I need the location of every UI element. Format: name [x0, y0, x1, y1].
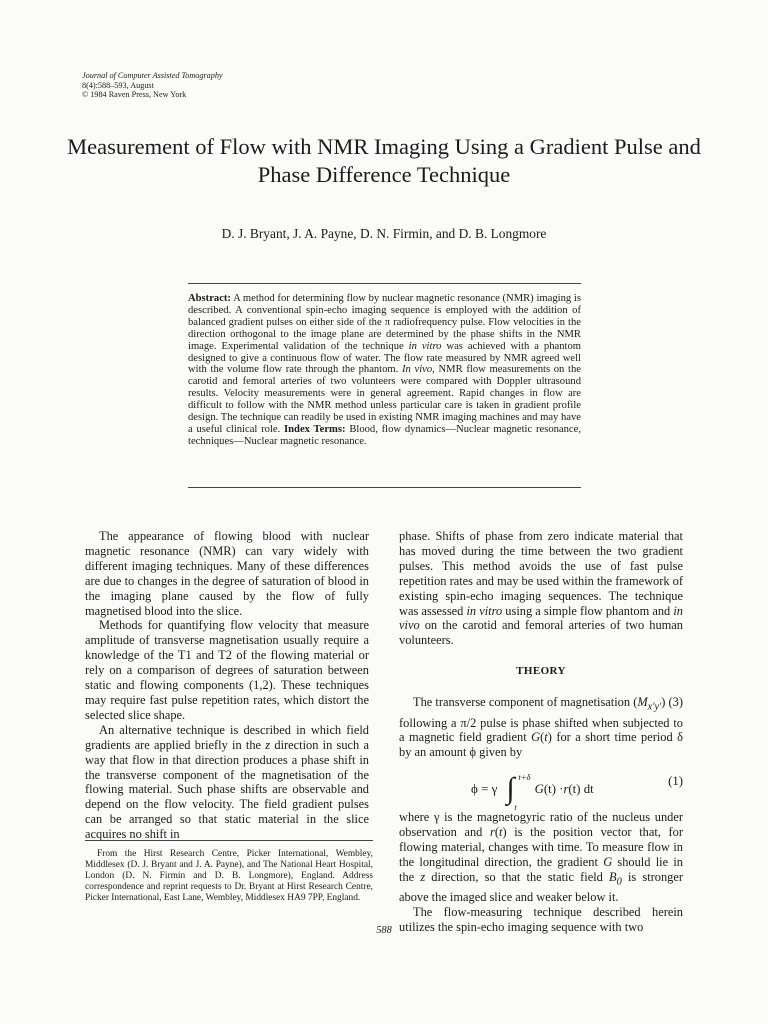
left-column — [85, 529, 369, 842]
footnote-rule — [85, 840, 373, 841]
italic-symbol: z — [420, 869, 426, 884]
equation-text: (t) dt — [568, 781, 594, 796]
integral-lower-limit: t — [514, 802, 517, 813]
paragraph: The appearance of flowing blood with nuclear magnetic resonance (NMR) can vary widely with different imaging techniques. Many of these differences are due to changes in the degree of saturation of blood in the imaging plane caused by the flow of fully magnetised blood into the slice. — [85, 529, 369, 618]
paragraph-text: is stronger above the imaged slice and weaker below it. — [399, 869, 683, 905]
abstract-emphasis-1: in vitro — [408, 340, 442, 352]
equation-text: (t) · — [543, 781, 564, 796]
paragraph — [399, 695, 683, 760]
abstract-emphasis-2: In vivo, — [402, 364, 435, 376]
italic-symbol: r — [490, 825, 495, 840]
author-list: D. J. Bryant, J. A. Payne, D. N. Firmin, and D. B. Longmore — [221, 226, 547, 241]
paragraph: The flow-measuring technique described herein utilizes the spin-echo imaging sequence with two — [399, 905, 683, 935]
abstract-text-1: A method for determining flow by nuclear magnetic resonance (NMR) imaging is described. A conventional spin-echo imaging sequence is employed with the addition of balanced gradient pulses on either side of the π radiofrequency pulse. Flow velocities in the direction orthogonal to the image plane are determined by the phase shifts in the NMR image. Experimental validation of the technique — [188, 293, 581, 352]
italic-symbol: z — [265, 737, 271, 752]
footnote: From the Hirst Research Centre, Picker International, Wembley, Middlesex (D. J. Bryant and J. A. Payne), and The National Heart Hospital, London (D. N. Firmin and D. B. Longmore), England. Address correspondence and reprint requests to Dr. Bryant at Hirst Research Centre, Picker International, East Lane, Wembley, Middlesex HA9 7PP, England. — [85, 849, 373, 904]
equation-symbol: G — [534, 781, 544, 796]
equation-number: (1) — [668, 774, 683, 789]
paragraph — [85, 723, 369, 842]
integral — [504, 772, 531, 813]
copyright-line: © 1984 Raven Press, New York — [82, 90, 187, 100]
paragraph-text: phase. Shifts of phase from zero indicate material that has moved during the time between the two gradient pulses. This method avoids the use of fast pulse repetition rates and may be used within the framework of existing spin-echo imaging sequences. The technique was assessed — [399, 529, 683, 618]
paragraph-text: should lie in the — [399, 854, 683, 884]
italic-symbol: t — [544, 730, 548, 745]
index-terms-label: Index Terms: — [284, 423, 346, 435]
paragraph-text: The transverse component of magnetisation ( — [413, 695, 638, 710]
paragraph-text: using a simple flow phantom and — [502, 603, 674, 618]
equation-lhs: ϕ = γ — [471, 780, 498, 796]
paragraph-text: on the carotid and femoral arteries of two human volunteers. — [399, 618, 683, 648]
section-heading-theory: THEORY — [516, 665, 566, 678]
right-column — [399, 529, 683, 935]
abstract-label: Abstract: — [188, 293, 231, 304]
subscript: 0 — [616, 876, 622, 888]
equation-body — [471, 772, 594, 813]
journal-header — [82, 71, 382, 100]
volume-info: 8(4):588–593, August — [82, 80, 154, 90]
paragraph-text: An alternative technique is described in which field gradients are applied briefly in the — [85, 722, 369, 752]
paragraph-text: direction in such a way that flow in that direction produces a phase shift in the transverse component of the magnetisation of the flowing material. Such phase shifts are observable and depend on the flow velocity. The field gradient pulses can be arranged so that static material in the slice acquires no shift in — [85, 737, 369, 842]
paragraph-text: ) for a short time period δ by an amount ϕ given by — [399, 730, 683, 760]
paragraph — [399, 810, 683, 905]
italic-text: in vivo — [399, 603, 683, 633]
equation-symbol: r — [563, 781, 569, 796]
italic-symbol: B — [609, 869, 617, 884]
paragraph-text: ( — [540, 730, 545, 745]
italic-symbol: G — [531, 730, 541, 745]
paragraph-text: ) is the position vector that, for flowing material, changes with time. To measure flow in the longitudinal direction, the gradient — [399, 825, 683, 869]
abstract-text-2: was achieved with a phantom designed to give a continuous flow of water. The flow rate measured by NMR agreed well with the volume flow rate through the phantom. — [188, 340, 581, 376]
paragraph-text: ) (3) following a π/2 pulse is phase shifted when subjected to a magnetic field gradient — [399, 695, 684, 745]
paragraph — [399, 529, 683, 648]
abstract-bottom-rule — [188, 487, 581, 488]
italic-symbol: t — [499, 825, 503, 840]
paper-title: Measurement of Flow with NMR Imaging Using a Gradient Pulse and Phase Difference Technique — [67, 134, 701, 187]
integral-sign: ∫ — [506, 772, 515, 806]
abstract — [188, 293, 581, 448]
abstract-top-rule — [188, 283, 581, 284]
abstract-text-3: NMR flow measurements on the carotid and femoral arteries of two volunteers were compared with Doppler ultrasound results. Velocity measurements were in general agreement. Rapid changes in flow are difficult to follow with the NMR method unless particular care is taken in gradient profile design. The technique can readily be used in existing NMR imaging machines and may have a useful clinical role. — [188, 364, 581, 435]
paragraph-text: ( — [494, 825, 499, 840]
journal-name: Journal of Computer Assisted Tomography — [82, 71, 223, 80]
subscript: x'y' — [647, 701, 662, 713]
index-terms-text: Blood, flow dynamics—Nuclear magnetic resonance, techniques—Nuclear magnetic resonance. — [188, 423, 581, 447]
equation-1 — [399, 766, 683, 813]
page-number: 588 — [376, 925, 392, 936]
italic-symbol: G — [603, 854, 613, 869]
italic-text: in vitro — [466, 603, 503, 618]
italic-symbol: M — [637, 695, 648, 710]
paragraph: Methods for quantifying flow velocity that measure amplitude of transverse magnetisation usually require a knowledge of the T1 and T2 of the flowing material or rely on a comparison of degrees of saturation between static and flowing components (1,2). These techniques may require fast pulse repetition rates, which distort the selected slice shape. — [85, 618, 369, 722]
integral-upper-limit: t+δ — [518, 772, 531, 783]
paragraph-text: direction, so that the static field — [425, 869, 610, 884]
paragraph-text: where γ is the magnetogyric ratio of the nucleus under observation and — [399, 810, 683, 840]
